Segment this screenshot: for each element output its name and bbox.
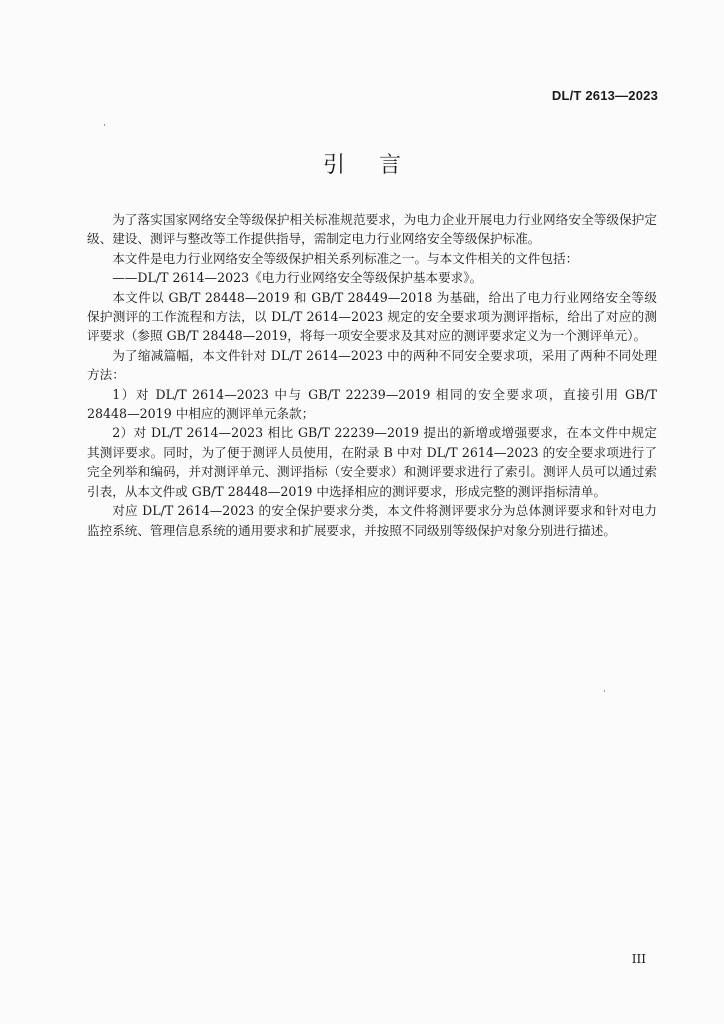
paragraph: 本文件是电力行业网络安全等级保护相关系列标准之一。与本文件相关的文件包括：: [112, 250, 579, 266]
document-code: DL/T 2613—2023: [551, 88, 658, 103]
paragraph: 本文件以 GB/T 28448—2019 和 GB/T 28449—2018 为基础，给出了电力行业网络安全等级保护测评的工作流程和方法，以 DL/T 2614—2023 规定的安全要求项为测评指标，给出了对应的测评要求（参照 GB/T 28448—2019，将每一项安全要求及其对应的测评要求定义为一个测评单元）。: [87, 289, 657, 344]
paragraph: ——DL/T 2614—2023《电力行业网络安全等级保护基本要求》。: [112, 270, 483, 286]
page-number: III: [631, 952, 646, 966]
paragraph: 为了缩减篇幅，本文件针对 DL/T 2614—2023 中的两种不同安全要求项，采用了两种不同处理方法：: [87, 347, 657, 383]
paragraph: 对应 DL/T 2614—2023 的安全保护要求分类，本文件将测评要求分为总体测评要求和针对电力监控系统、管理信息系统的通用要求和扩展要求，并按照不同级别等级保护对象分别进行描述。: [87, 503, 657, 538]
list-item: 2）对 DL/T 2614—2023 相比 GB/T 22239—2019 提出的新增或增强要求，在本文件中规定其测评要求。同时，为了便于测评人员使用，在附录 B 中对 DL/T 2614—2023 的安全要求项进行了完全列举和编码，并对测评单元、测评指标（安全要求）和测评要求进行了索引。测评人员可以通过索引表，从本文件或 GB/T 28448—2019 中选择相应的测评要求，形成完整的测评指标清单。: [87, 425, 657, 499]
paragraph: 为了落实国家网络安全等级保护相关标准规范要求，为电力企业开展电力行业网络安全等级保护定级、建设、测评与整改等工作提供指导，需制定电力行业网络安全等级保护标准。: [87, 212, 657, 247]
scan-speck: [604, 690, 605, 692]
page-title: 引言: [322, 153, 435, 178]
list-item: 1）对 DL/T 2614—2023 中与 GB/T 22239—2019 相同的安全要求项，直接引用 GB/T 28448—2019 中相应的测评单元条款；: [87, 386, 657, 422]
scan-speck: [104, 124, 105, 126]
introduction-body: [87, 210, 657, 540]
